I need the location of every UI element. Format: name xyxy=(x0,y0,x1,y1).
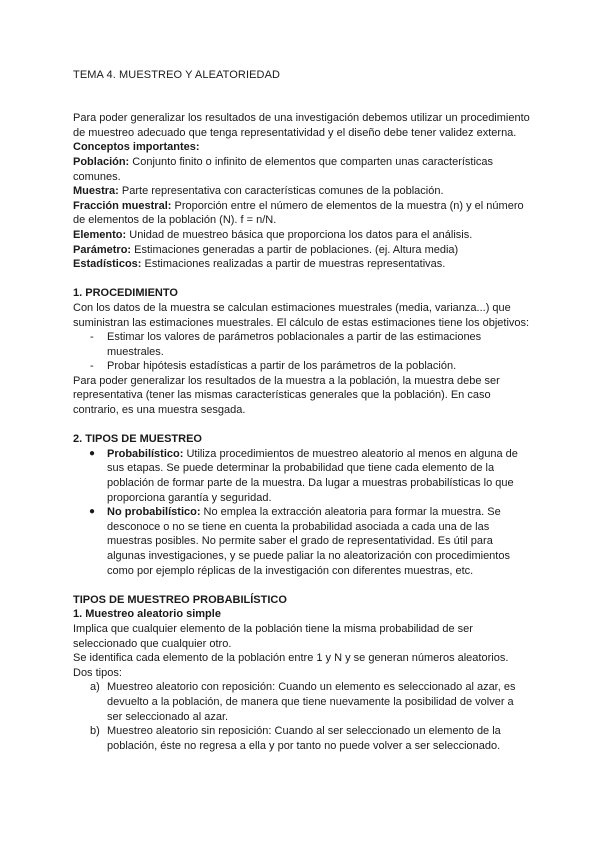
concept-muestra: Muestra: Parte representativa con características comunes de la población. xyxy=(73,185,444,198)
procedimiento-intro: Con los datos de la muestra se calculan estimaciones muestrales (media, varianza...) que suministran las estimaciones muestrales. El cálculo de estas estimaciones tiene los objetivos: xyxy=(73,301,530,329)
dash-bullet: - xyxy=(90,360,94,373)
dash-bullet: - xyxy=(90,331,94,344)
section-heading-tipos: 2. TIPOS DE MUESTREO xyxy=(73,433,202,446)
list-item: a) Muestreo aleatorio con reposición: Cuando un elemento es seleccionado al azar, es devuelto a la población, de manera que tiene nuevamente la posibilidad de volver a ser seleccionado al azar. xyxy=(90,681,516,723)
spacer xyxy=(73,272,530,287)
concept-fraccion-muestral: Fracción muestral: Proporción entre el número de elementos de la muestra (n) y el número de elementos de la población (N). f = n/N. xyxy=(73,199,524,227)
section-heading-probabilistico: TIPOS DE MUESTREO PROBABILÍSTICO xyxy=(73,593,287,606)
spacer xyxy=(73,578,530,593)
procedimiento-list xyxy=(73,330,530,374)
list-item: b) Muestreo aleatorio sin reposición: Cuando al ser seleccionado un elemento de la población, éste no regresa a ella y por tanto no puede volver a ser seleccionado. xyxy=(90,725,501,752)
tipos-list xyxy=(73,447,530,578)
list-item: ● Probabilístico: Utiliza procedimientos de muestreo aleatorio al menos en alguna de sus etapas. Se puede determinar la probabilidad que tiene cada elemento de la población de formar parte de la muestra. Da lugar a muestras probabilísticas lo que proporciona garantía y seguridad. xyxy=(89,447,518,504)
concepts-heading: Conceptos importantes: xyxy=(73,141,200,154)
concept-poblacion: Población: Conjunto finito o infinito de elementos que comparten unas características comunes. xyxy=(73,155,494,183)
aleatorio-types-list xyxy=(73,680,530,753)
list-item: - Probar hipótesis estadísticas a partir de los parámetros de la población. xyxy=(90,360,457,373)
concept-estadisticos: Estadísticos: Estimaciones realizadas a partir de muestras representativas. xyxy=(73,258,446,271)
subheading-aleatorio-simple: 1. Muestreo aleatorio simple xyxy=(73,608,221,621)
list-item: ● No probabilístico: No emplea la extracción aleatoria para formar la muestra. Se desconoce o no se tiene en cuenta la probabilidad asociada a cada una de las muestras posibles. No permite saber el grado de representatividad. Es útil para algunas investigaciones, y se puede paliar la no aleatorización con procedimientos como por ejemplo réplicas de la investigación con diferentes muestras, etc. xyxy=(89,506,510,577)
bullet-icon: ● xyxy=(89,447,96,459)
concept-elemento: Elemento: Unidad de muestreo básica que proporciona los datos para el análisis. xyxy=(73,228,473,241)
list-marker: a) xyxy=(90,681,100,694)
bullet-icon: ● xyxy=(89,506,96,518)
spacer xyxy=(73,418,530,433)
list-item: - Estimar los valores de parámetros poblacionales a partir de las estimaciones muestrales. xyxy=(90,331,482,358)
section-heading-procedimiento: 1. PROCEDIMIENTO xyxy=(73,287,178,300)
spacer xyxy=(73,97,530,112)
document-title: TEMA 4. MUESTREO Y ALEATORIEDAD xyxy=(73,69,281,81)
aleatorio-paragraph-2: Se identifica cada elemento de la población entre 1 y N y se generan números aleatorios. Dos tipos: xyxy=(73,652,509,679)
intro-paragraph: Para poder generalizar los resultados de una investigación debemos utilizar un procedimiento de muestreo adecuado que tenga representatividad y el diseño debe tener validez externa. xyxy=(73,112,530,139)
list-marker: b) xyxy=(90,725,100,738)
procedimiento-outro: Para poder generalizar los resultados de la muestra a la población, la muestra debe ser representativa (tener las mismas características generales que la población). En caso contrario, es una muestra sesgada. xyxy=(73,374,500,417)
concept-parametro: Parámetro: Estimaciones generadas a partir de poblaciones. (ej. Altura media) xyxy=(73,243,459,256)
aleatorio-paragraph-1: Implica que cualquier elemento de la población tiene la misma probabilidad de ser seleccionado que cualquier otro. xyxy=(73,622,473,650)
